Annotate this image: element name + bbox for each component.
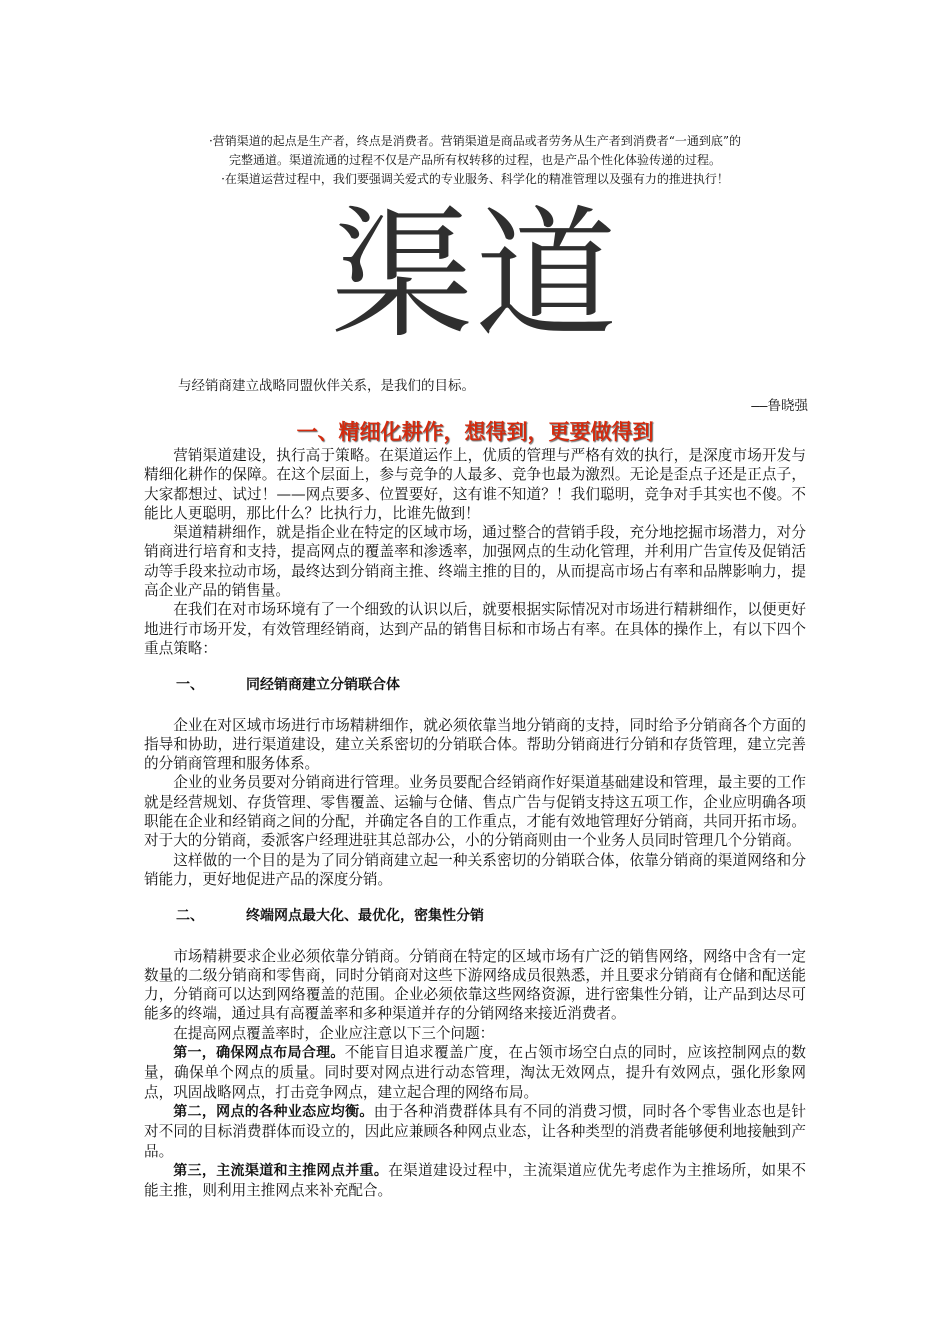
point-lead: 第二，网点的各种业态应均衡。 <box>173 1103 374 1120</box>
subheading-number: 一、 <box>176 677 204 694</box>
section-heading: 一、精细化耕作，想得到，更要做得到 <box>296 420 654 444</box>
quote-text: 与经销商建立战略同盟伙伴关系，是我们的目标。 <box>178 378 475 394</box>
subheading-title: 同经销商建立分销联合体 <box>246 677 400 694</box>
paragraph: 渠道精耕细作，就是指企业在特定的区域市场，通过整合的营销手段，充分地挖掘市场潜力，对分销商进行培育和支持，提高网点的覆盖率和渗透率，加强网点的生动化管理，并利用广告宣传及促销活动等手段来拉动市场，最终达到分销商主推、终端主推的目的，从而提高市场占有率和品牌影响力，提高企业产品的销售量。 <box>144 524 806 600</box>
subheading <box>176 907 806 926</box>
intro-line: 完整通道。渠道流通的过程不仅是产品所有权转移的过程，也是产品个性化体验传递的过程。 <box>228 153 721 167</box>
subheading-number: 二、 <box>176 908 204 925</box>
paragraph: 在我们在对市场环境有了一个细致的认识以后，就要根据实际情况对市场进行精耕细作，以便更好地进行市场开发，有效管理经销商，达到产品的销售目标和市场占有率。在具体的操作上，有以下四个重点策略： <box>144 601 806 657</box>
paragraph: 企业在对区域市场进行市场精耕细作，就必须依靠当地分销商的支持，同时给予分销商各个方面的指导和协助，进行渠道建设，建立关系密切的分销联合体。帮助分销商进行分销和存货管理，建立完善的分销商管理和服务体系。 <box>144 716 806 773</box>
intro-line: ·营销渠道的起点是生产者，终点是消费者。营销渠道是商品或者劳务从生产者到消费者“一通到底”的 <box>208 134 742 148</box>
point-lead: 第一，确保网点布局合理。 <box>173 1045 345 1062</box>
paragraph <box>144 1102 806 1161</box>
big-title: 渠道 <box>331 193 619 358</box>
intro-line: ·在渠道运营过程中，我们要强调关爱式的专业服务、科学化的精准管理以及强有力的推进执行！ <box>221 172 729 186</box>
paragraph: 市场精耕要求企业必须依靠分销商。分销商在特定的区域市场有广泛的销售网络，网络中含有一定数量的二级分销商和零售商，同时分销商对这些下游网络成员很熟悉，并且要求分销商有仓储和配送能力，分销商可以达到网络覆盖的范围。企业必须依靠这些网络资源，进行密集性分销，让产品到达尽可能多的终端，通过具有高覆盖率和多种渠道并存的分销网络来接近消费者。 <box>144 947 806 1023</box>
paragraph: 这样做的一个目的是为了同分销商建立起一种关系密切的分销联合体，依靠分销商的渠道网络和分销能力，更好地促进产品的深度分销。 <box>144 851 806 888</box>
paragraph <box>144 1161 806 1201</box>
point-text: 在渠道建设过程中，主流渠道应优先考虑作为主推场所，如果不能主推，则利用主推网点来补充配合。 <box>144 1161 806 1200</box>
point-text: 由于各种消费群体具有不同的消费习惯，同时各个零售业态也是针对不同的目标消费群体而设立的，因此应兼顾各种网点业态，让各种类型的消费者能够便利地接触到产品。 <box>144 1102 806 1160</box>
intro-block <box>140 132 810 189</box>
quote-author: ——鲁晓强 <box>751 398 808 414</box>
point-lead: 第三，主流渠道和主推网点并重。 <box>173 1162 389 1179</box>
subheading-title: 终端网点最大化、最优化，密集性分销 <box>246 908 484 925</box>
paragraph <box>144 1043 806 1102</box>
subheading <box>176 676 806 695</box>
point-text: 不能盲目追求覆盖广度，在占领市场空白点的同时，应该控制网点的数量，确保单个网点的质量。同时要对网点进行动态管理，淘汰无效网点，提升有效网点，强化形象网点，巩固战略网点，打击竞争网点，建立起合理的网络布局。 <box>144 1044 806 1101</box>
paragraph: 在提高网点覆盖率时，企业应注意以下三个问题： <box>173 1024 495 1042</box>
paragraph: 营销渠道建设，执行高于策略。在渠道运作上，优质的管理与严格有效的执行，是深度市场开发与精细化耕作的保障。在这个层面上，参与竞争的人最多、竞争也最为激烈。无论是歪点子还是正点子，大家都想过、试过！——网点要多、位置要好，这有谁不知道？！我们聪明，竞争对手其实也不傻。不能比人更聪明，那比什么？比执行力，比谁先做到！ <box>144 447 806 522</box>
paragraph: 企业的业务员要对分销商进行管理。业务员要配合经销商作好渠道基础建设和管理，最主要的工作就是经营规划、存货管理、零售覆盖、运输与仓储、售点广告与促销支持这五项工作，企业应明确各项职能在企业和经销商之间的分配，并确定各自的工作重点，才能有效地管理好分销商，共同开拓市场。对于大的分销商，委派客户经理进驻其总部办公，小的分销商则由一个业务人员同时管理几个分销商。 <box>144 774 806 850</box>
body-text <box>144 446 806 1200</box>
